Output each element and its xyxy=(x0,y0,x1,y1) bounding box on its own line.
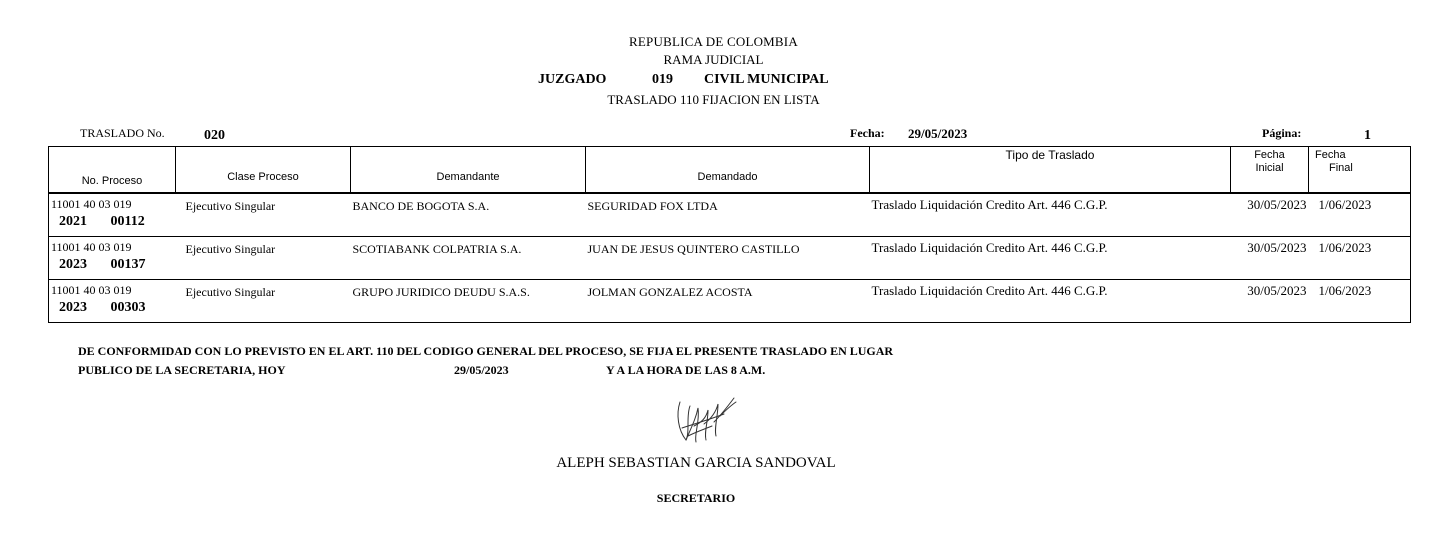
proceso-code: 11001 40 03 019 xyxy=(51,197,132,211)
cell-no-proceso xyxy=(49,237,176,280)
col-header-fecha-inicial-line1: Fecha xyxy=(1254,149,1285,161)
proceso-radicado: 2023 00303 xyxy=(59,300,146,315)
traslado-number: 020 xyxy=(204,128,225,143)
fecha-value: 29/05/2023 xyxy=(908,126,968,141)
proceso-code: 11001 40 03 019 xyxy=(51,283,132,297)
cell-demandante: GRUPO JURIDICO DEUDU S.A.S. xyxy=(351,280,586,323)
cell-fecha-final: 1/06/2023 xyxy=(1309,237,1411,280)
cell-demandante: SCOTIABANK COLPATRIA S.A. xyxy=(351,237,586,280)
col-header-tipo-traslado: Tipo de Traslado xyxy=(870,147,1231,194)
header-country: REPUBLICA DE COLOMBIA xyxy=(629,34,798,49)
header-juzgado-type: CIVIL MUNICIPAL xyxy=(704,72,829,87)
cell-fecha-final: 1/06/2023 xyxy=(1309,280,1411,323)
signer-role: SECRETARIO xyxy=(656,491,736,505)
traslado-table xyxy=(48,146,1411,323)
proceso-code: 11001 40 03 019 xyxy=(51,240,132,254)
pagina-label: Página: xyxy=(1262,126,1302,140)
cell-fecha-inicial: 30/05/2023 xyxy=(1231,237,1309,280)
header-branch: RAMA JUDICIAL xyxy=(663,52,764,67)
col-header-fecha-final-line2: Final xyxy=(1329,162,1353,174)
table-header-row xyxy=(49,147,1411,194)
col-header-fecha-final-line1: Fecha xyxy=(1315,149,1346,161)
pagina-number: 1 xyxy=(1364,128,1371,143)
cell-fecha-inicial: 30/05/2023 xyxy=(1231,193,1309,237)
cell-clase-proceso: Ejecutivo Singular xyxy=(176,280,351,323)
traslado-label: TRASLADO No. xyxy=(80,126,165,140)
cell-tipo-traslado: Traslado Liquidación Credito Art. 446 C.G.P. xyxy=(870,280,1231,323)
legal-notice-date: 29/05/2023 xyxy=(454,363,509,377)
table-row xyxy=(49,193,1411,237)
col-header-clase-proceso: Clase Proceso xyxy=(176,147,351,194)
fecha-label: Fecha: xyxy=(850,126,885,140)
legal-notice-line2-end: Y A LA HORA DE LAS 8 A.M. xyxy=(606,363,766,377)
header-juzgado-label: JUZGADO xyxy=(538,72,607,87)
header-subtitle: TRASLADO 110 FIJACION EN LISTA xyxy=(607,92,820,107)
col-header-demandante: Demandante xyxy=(351,147,586,194)
cell-tipo-traslado: Traslado Liquidación Credito Art. 446 C.G.P. xyxy=(870,193,1231,237)
header-juzgado-number: 019 xyxy=(652,72,673,87)
col-header-fecha-final xyxy=(1309,147,1411,194)
cell-clase-proceso: Ejecutivo Singular xyxy=(176,237,351,280)
cell-tipo-traslado: Traslado Liquidación Credito Art. 446 C.G.P. xyxy=(870,237,1231,280)
legal-notice-line2-start: PUBLICO DE LA SECRETARIA, HOY xyxy=(78,363,286,377)
col-header-fecha-inicial-line2: Inicial xyxy=(1255,162,1284,174)
col-header-no-proceso: No. Proceso xyxy=(49,147,176,194)
cell-demandado: JOLMAN GONZALEZ ACOSTA xyxy=(586,280,870,323)
cell-fecha-inicial: 30/05/2023 xyxy=(1231,280,1309,323)
cell-demandado: JUAN DE JESUS QUINTERO CASTILLO xyxy=(586,237,870,280)
cell-no-proceso xyxy=(49,280,176,323)
proceso-radicado: 2021 00112 xyxy=(59,214,145,229)
cell-demandado: SEGURIDAD FOX LTDA xyxy=(586,193,870,237)
cell-demandante: BANCO DE BOGOTA S.A. xyxy=(351,193,586,237)
col-header-demandado: Demandado xyxy=(586,147,870,194)
signer-name: ALEPH SEBASTIAN GARCIA SANDOVAL xyxy=(556,455,836,471)
legal-notice-line1: DE CONFORMIDAD CON LO PREVISTO EN EL ART. 110 DEL CODIGO GENERAL DEL PROCESO, SE FIJA EL PRESENTE TRASLADO EN LUGAR xyxy=(78,344,894,358)
cell-no-proceso xyxy=(49,193,176,237)
table-row xyxy=(49,280,1411,323)
proceso-radicado: 2023 00137 xyxy=(59,257,146,272)
table-row xyxy=(49,237,1411,280)
cell-fecha-final: 1/06/2023 xyxy=(1309,193,1411,237)
col-header-fecha-inicial xyxy=(1231,147,1309,194)
cell-clase-proceso: Ejecutivo Singular xyxy=(176,193,351,237)
handwritten-signature-icon xyxy=(672,396,742,453)
